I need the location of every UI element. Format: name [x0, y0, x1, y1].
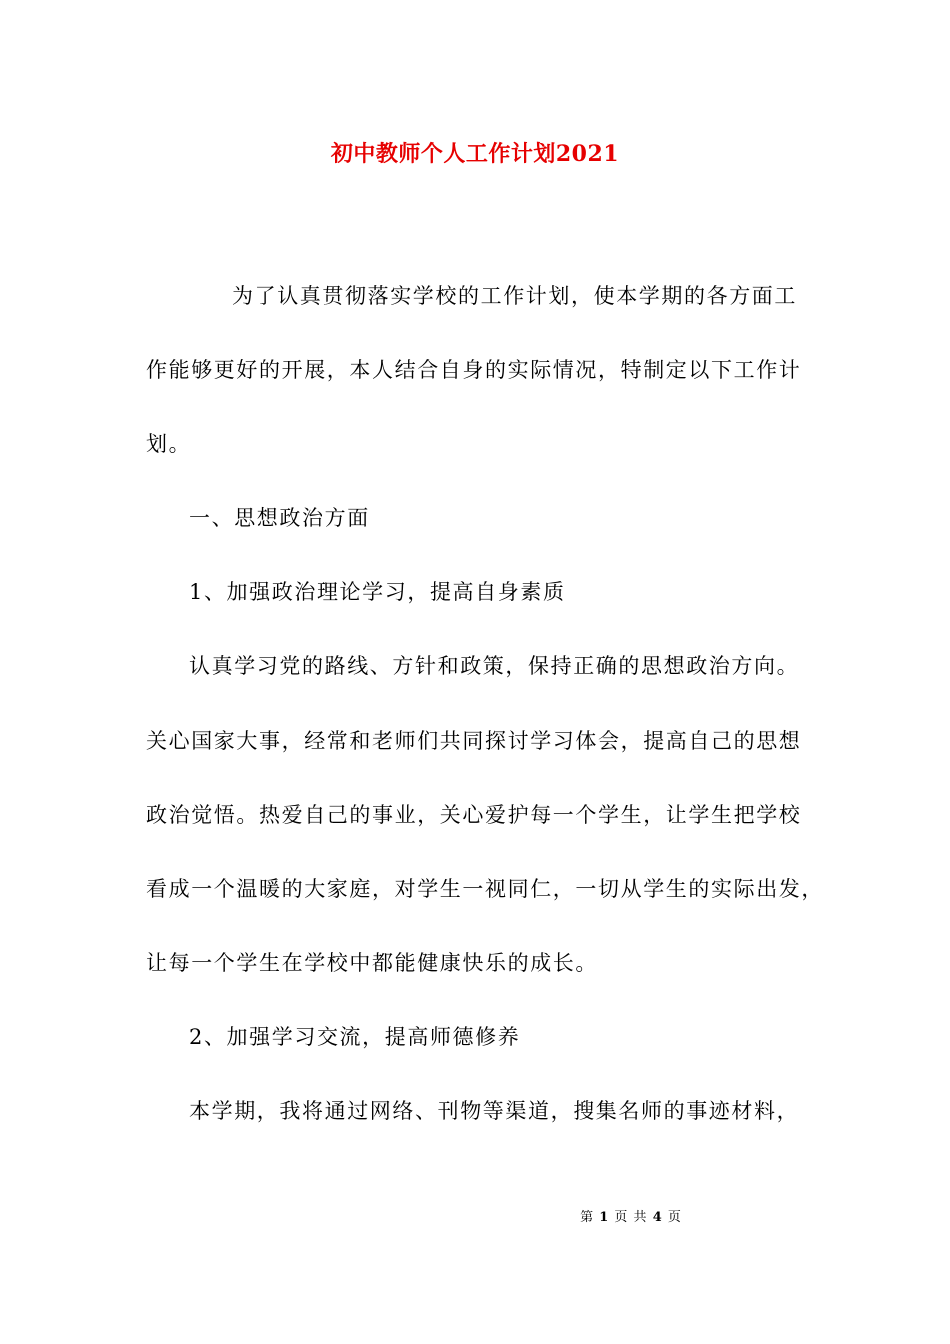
paragraph-line: 作能够更好的开展，本人结合自身的实际情况，特制定以下工作计 [146, 358, 802, 382]
paragraph-line: 让每一个学生在学校中都能健康快乐的成长。 [146, 951, 598, 975]
paragraph-line: 划。 [146, 432, 192, 456]
paragraph-line: 本学期，我将通过网络、刊物等渠道，搜集名师的事迹材料， [189, 1099, 800, 1123]
paragraph-line: 认真学习党的路线、方针和政策，保持正确的思想政治方向。 [189, 654, 800, 678]
paragraph-line: 政治觉悟。热爱自己的事业，关心爱护每一个学生，让学生把学校 [146, 803, 802, 827]
paragraph-line: 为了认真贯彻落实学校的工作计划，使本学期的各方面工 [232, 284, 797, 308]
footer-total-pages: 4 [652, 1210, 663, 1225]
subsection-heading: 1、加强政治理论学习，提高自身素质 [189, 580, 566, 604]
document-title: 初中教师个人工作计划2021 [330, 141, 620, 167]
footer-prefix: 第 [580, 1210, 595, 1225]
footer-middle: 页 共 [614, 1210, 648, 1225]
section-heading: 一、思想政治方面 [189, 506, 370, 530]
footer-suffix: 页 [667, 1210, 682, 1225]
subsection-heading: 2、加强学习交流，提高师德修养 [189, 1025, 521, 1049]
paragraph-line: 看成一个温暖的大家庭，对学生一视同仁，一切从学生的实际出发， [146, 877, 824, 901]
page-footer [0, 1208, 950, 1228]
footer-page-number: 1 [599, 1210, 610, 1225]
paragraph-line: 关心国家大事，经常和老师们共同探讨学习体会，提高自己的思想 [146, 729, 802, 753]
